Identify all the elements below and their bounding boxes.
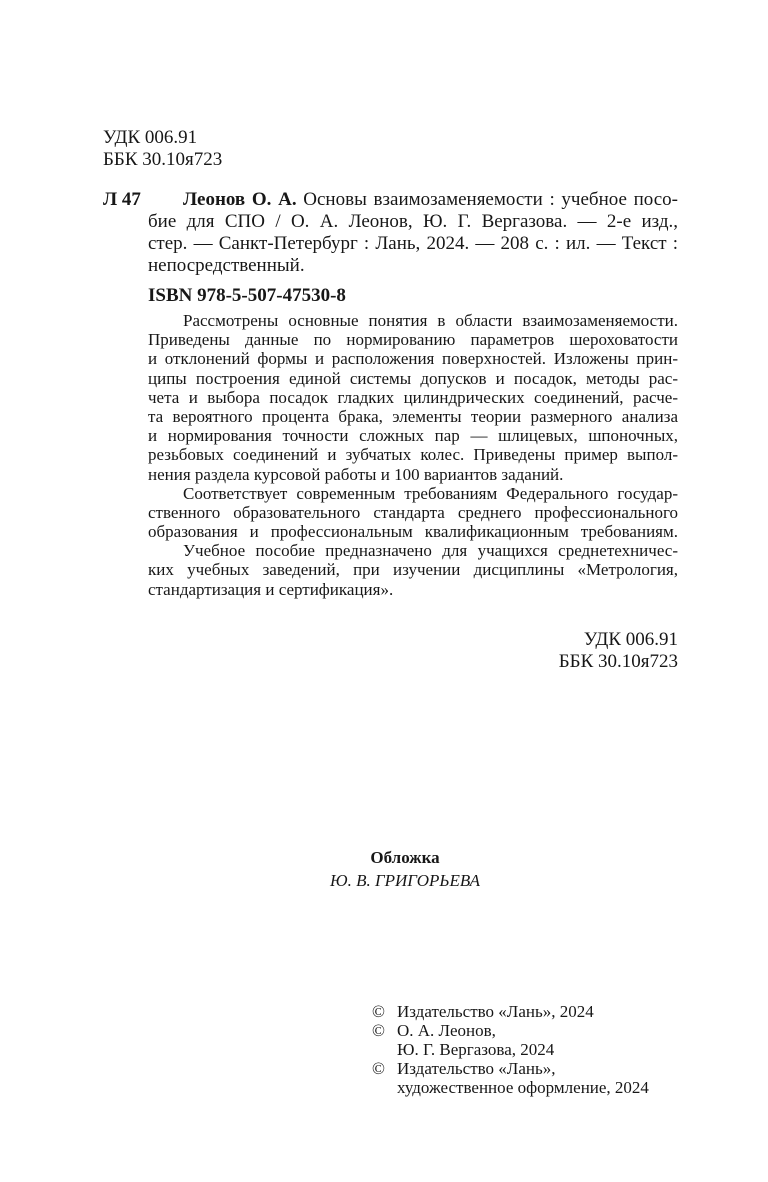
annotation-line: ципы построения единой системы допусков и посадок, методы рас- bbox=[148, 368, 678, 388]
bibliographic-author: Леонов О. А. bbox=[183, 189, 297, 210]
annotation-line: Соответствует современным требованиям Федерального государ- bbox=[183, 483, 678, 503]
udk-code-top: УДК 006.91 bbox=[103, 127, 198, 148]
bibliographic-line: непосредственный. bbox=[148, 255, 305, 276]
bibliographic-record bbox=[148, 189, 678, 277]
annotation-line: ственного образовательного стандарта среднего профессионального bbox=[148, 502, 678, 522]
bibliographic-line bbox=[183, 189, 678, 211]
copyright-line: Издательство «Лань», bbox=[397, 1059, 556, 1078]
annotation-line: нения раздела курсовой работы и 100 вариантов заданий. bbox=[148, 464, 564, 484]
copyright-symbol: © bbox=[372, 1021, 385, 1040]
copyright-symbol: © bbox=[372, 1002, 385, 1021]
copyright-line: Ю. Г. Вергазова, 2024 bbox=[397, 1040, 555, 1059]
cover-credit bbox=[255, 846, 555, 892]
annotation bbox=[148, 311, 678, 599]
copyright-line: художественное оформление, 2024 bbox=[397, 1078, 649, 1097]
copyright-line: О. А. Леонов, bbox=[397, 1021, 496, 1040]
annotation-line: резьбовых соединений и зубчатых колес. Приведены пример выпол- bbox=[148, 445, 678, 465]
bbk-code-bottom: ББК 30.10я723 bbox=[558, 651, 678, 672]
copyright-continuation bbox=[372, 1040, 649, 1059]
classification-bottom bbox=[559, 629, 678, 673]
annotation-line: и отклонений формы и расположения поверхностей. Изложены прин- bbox=[148, 349, 678, 369]
copyright-notice bbox=[372, 1002, 649, 1021]
bibliographic-line: бие для СПО / О. А. Леонов, Ю. Г. Вергазова. — 2-е изд., bbox=[148, 211, 678, 232]
classification-top bbox=[103, 127, 222, 171]
copyright-symbol: © bbox=[372, 1059, 385, 1078]
copyright-block bbox=[372, 1002, 649, 1097]
cover-credit-label: Обложка bbox=[370, 848, 440, 867]
copyright-notice bbox=[372, 1059, 649, 1078]
copyright-notice bbox=[372, 1021, 649, 1040]
author-mark: Л 47 bbox=[103, 189, 141, 210]
annotation-line: стандартизация и сертификация». bbox=[148, 579, 394, 599]
annotation-line: чета и выбора посадок гладких цилиндрических соединений, расче- bbox=[148, 387, 678, 407]
annotation-paragraph bbox=[148, 541, 678, 599]
udk-code-bottom: УДК 006.91 bbox=[583, 629, 678, 650]
annotation-line: Учебное пособие предназначено для учащихся среднетехничес- bbox=[183, 541, 678, 561]
annotation-line: та вероятного процента брака, элементы теории размерного анализа bbox=[148, 406, 678, 426]
annotation-paragraph bbox=[148, 484, 678, 542]
isbn: ISBN 978-5-507-47530-8 bbox=[148, 285, 346, 306]
annotation-line: и нормирования точности сложных пар — шлицевых, шпоночных, bbox=[148, 426, 678, 446]
copyright-continuation bbox=[372, 1078, 649, 1097]
annotation-line: Приведены данные по нормированию параметров шероховатости bbox=[148, 330, 678, 350]
bibliographic-title: Основы взаимозаменяемости : учебное посо- bbox=[303, 189, 679, 210]
bibliographic-line: стер. — Санкт-Петербург : Лань, 2024. — 208 с. : ил. — Текст : bbox=[148, 233, 678, 254]
copyright-line: Издательство «Лань», 2024 bbox=[397, 1002, 594, 1021]
annotation-paragraph bbox=[148, 311, 678, 484]
cover-designer: Ю. В. ГРИГОРЬЕВА bbox=[330, 871, 480, 890]
bbk-code-top: ББК 30.10я723 bbox=[103, 149, 223, 170]
annotation-line: Рассмотрены основные понятия в области взаимозаменяемости. bbox=[183, 311, 678, 330]
annotation-line: образования и профессиональным квалификационным требованиям. bbox=[148, 522, 678, 542]
annotation-line: ких учебных заведений, при изучении дисциплины «Метрология, bbox=[148, 560, 678, 580]
